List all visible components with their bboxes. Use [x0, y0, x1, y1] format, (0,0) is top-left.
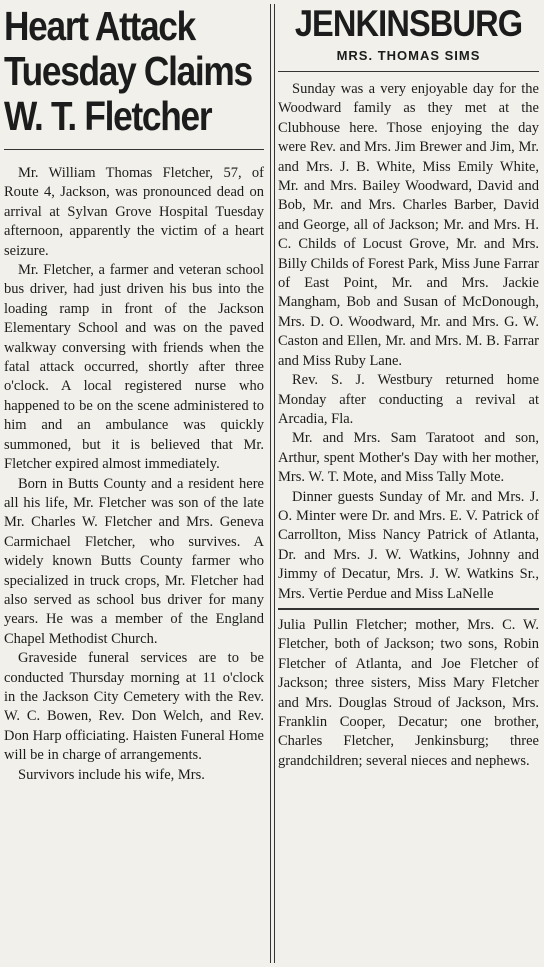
- headline-divider: [4, 149, 264, 150]
- news-paragraph: Rev. S. J. Westbury returned home Monday after conducting a revival at Arcadia, Fla.: [278, 372, 539, 427]
- headline-line-1: Heart Attack: [4, 3, 195, 49]
- fletcher-obituary-column: [0, 0, 268, 785]
- obituary-continuation: [278, 616, 539, 771]
- news-paragraph: Dinner guests Sunday of Mr. and Mrs. J. O. Minter were Dr. and Mrs. E. V. Patrick of Carrollton, Miss Nancy Patrick of Atlanta, Dr. and Mrs. J. W. Watkins, Johnny and Jimmy of Decatur, Mrs. J. W. Watkins Sr., Mrs. Vertie Perdue and Miss LaNelle: [278, 488, 539, 602]
- obituary-paragraph: Graveside funeral services are to be conducted Thursday morning at 11 o'clock in the Jackson City Cemetery with the Rev. W. C. Bowen, Rev. Don Welch, and Rev. Don Harp officiating. Haisten Funeral Home will be in charge of arrangements.: [4, 650, 264, 764]
- headline-line-3: W. T. Fletcher: [4, 93, 212, 139]
- continuation-divider: [278, 608, 539, 610]
- headline-line-2: Tuesday Claims: [4, 48, 252, 94]
- jenkinsburg-news-column: [276, 0, 542, 771]
- news-paragraph: Mr. and Mrs. Sam Taratoot and son, Arthur, spent Mother's Day with her mother, Mrs. W. T. Mote, and Miss Tally Mote.: [278, 430, 539, 486]
- column-divider: [270, 4, 275, 963]
- obituary-paragraph: Mr. Fletcher, a farmer and veteran school bus driver, had just driven his bus into the loading ramp in front of the Jackson Elementary School and was on the paved walkway conversing with friends when the fatal attack occurred, shortly after three o'clock. A local registered nurse who happened to be on the scene administered to him and an ambulance was quickly summoned, but it is believed that Mr. Fletcher expired almost immediately.: [4, 262, 264, 473]
- column-byline: MRS. THOMAS SIMS: [336, 48, 481, 63]
- column-masthead: JENKINSBURG: [294, 3, 523, 44]
- obituary-paragraph: Mr. William Thomas Fletcher, 57, of Route 4, Jackson, was pronounced dead on arrival at Sylvan Grove Hospital Tuesday afternoon, apparently the victim of a heart seizure.: [4, 165, 264, 259]
- obituary-paragraph: Born in Butts County and a resident here all his life, Mr. Fletcher was son of the late Mr. Charles W. Fletcher and Mrs. Geneva Carmichael Fletcher, who survives. A widely known Butts County farmer who specialized in truck crops, Mr. Fletcher had also served as school bus driver for many years. He was a member of the England Chapel Methodist Church.: [4, 475, 264, 647]
- obituary-paragraph: Survivors include his wife, Mrs.: [18, 766, 205, 783]
- news-paragraph: Sunday was a very enjoyable day for the Woodward family as they met at the Clubhouse here. Those enjoying the day were Rev. and Mrs. Jim Brewer and Jim, Mr. and Mrs. J. B. White, Miss Emily White, Mr. and Mrs. Bailey Woodward, David and Bob, Mr. and Mrs. Charles Barber, David and George, all of Jackson; Mr. and Mrs. H. C. Childs of Locust Grove, Mr. and Mrs. Billy Childs of Forest Park, Miss June Farrar of East Point, Mr. and Mrs. Jackie Mangham, Bob and Susan of McDonough, Mrs. D. O. Woodward, Mr. and Mrs. G. W. Caston and Ellen, Mr. and Mrs. M. B. Farrar and Miss Ruby Lane.: [278, 81, 539, 369]
- obituary-continuation-text: Julia Pullin Fletcher; mother, Mrs. C. W. Fletcher, both of Jackson; two sons, Robin Fletcher of Atlanta, and Joe Fletcher of Jackson; three sisters, Miss Mary Fletcher and Mrs. Douglas Stroud of Jackson, Mrs. Franklin Cooper, Decatur; one brother, Charles Fletcher, Jenkinsburg; three grandchildren; several nieces and nephews.: [278, 616, 539, 769]
- obituary-headline: [4, 4, 263, 139]
- masthead-divider: [278, 71, 539, 72]
